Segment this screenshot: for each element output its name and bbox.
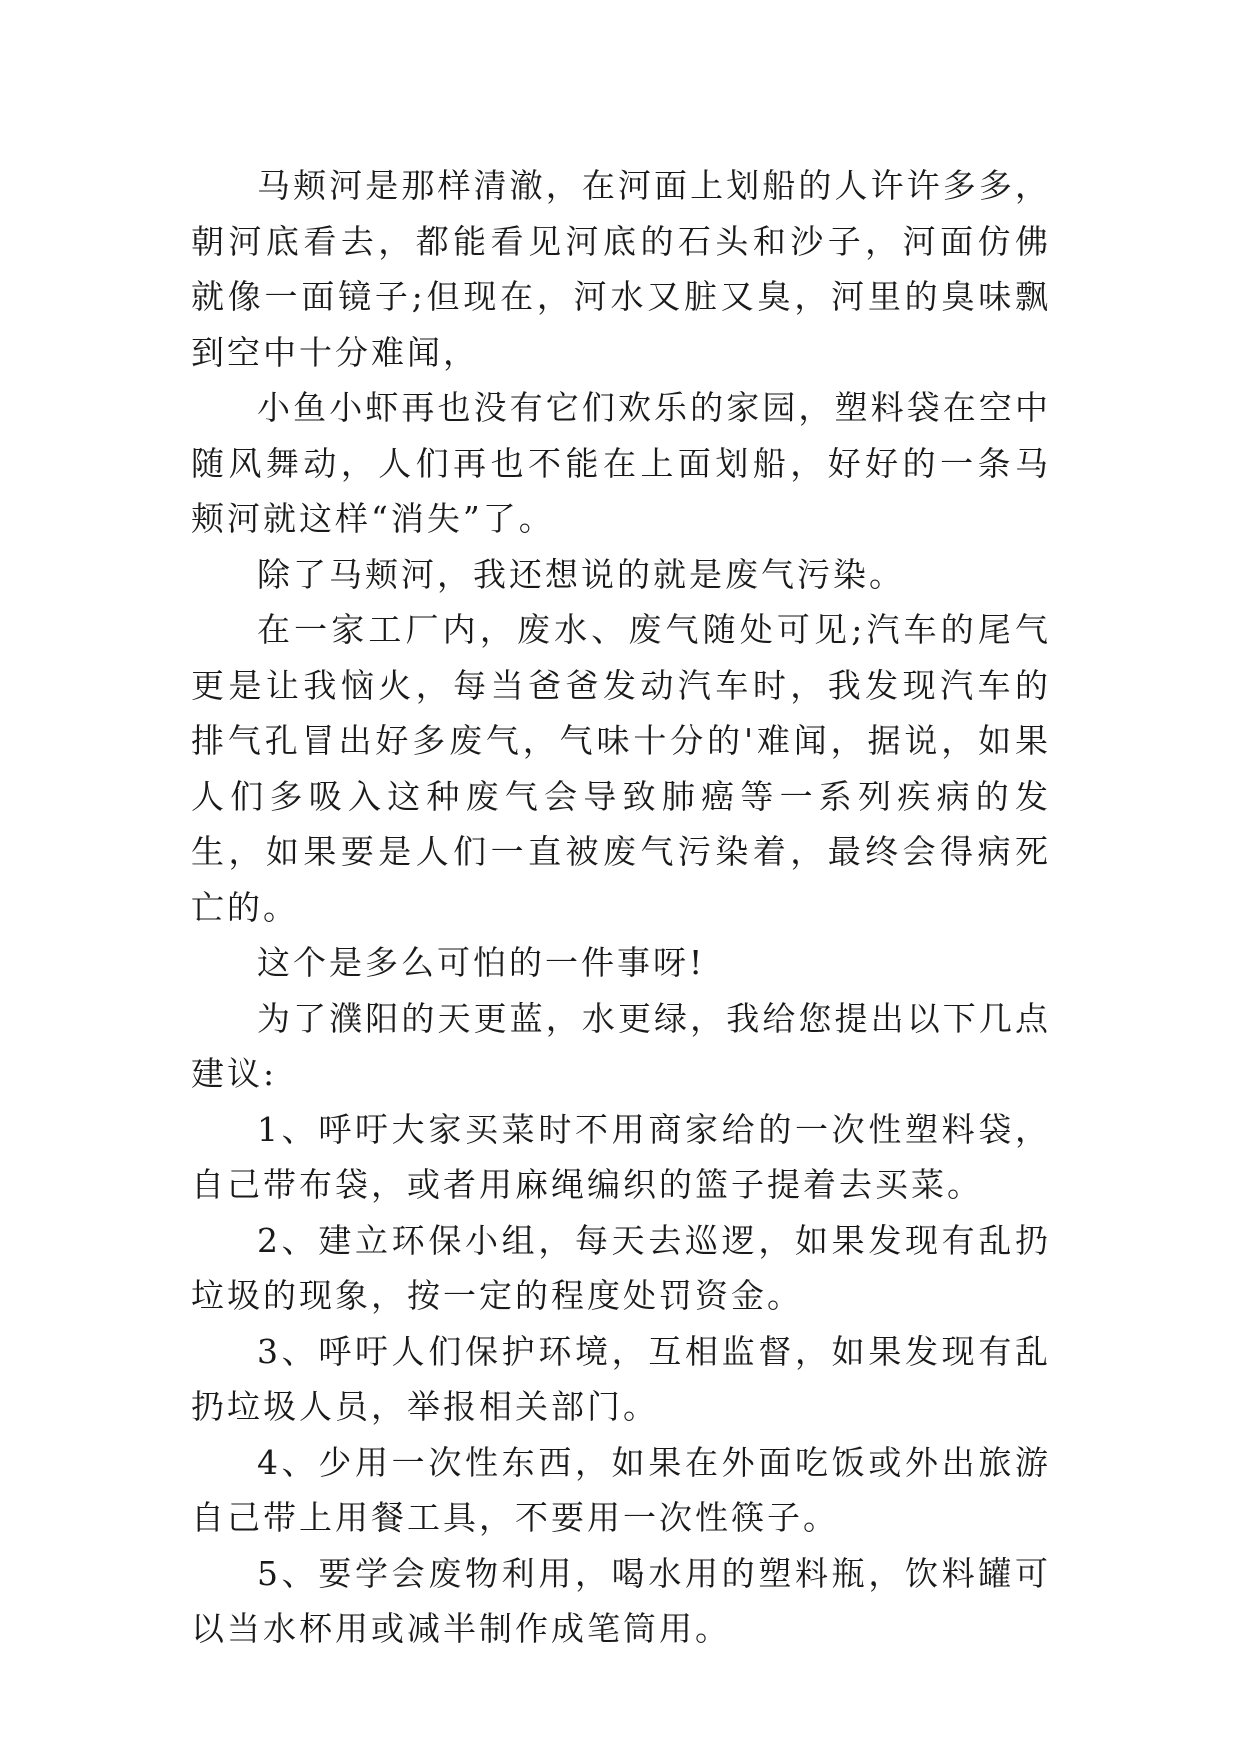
document-body bbox=[191, 158, 1051, 1657]
suggestion-item-4: 4、少用一次性东西，如果在外面吃饭或外出旅游自己带上用餐工具，不要用一次性筷子。 bbox=[191, 1442, 1051, 1537]
paragraph-river-now: 小鱼小虾再也没有它们欢乐的家园，塑料袋在空中随风舞动，人们再也不能在上面划船，好好的一条马颊河就这样“消失”了。 bbox=[191, 388, 1051, 538]
paragraph-suggestions-intro: 为了濮阳的天更蓝，水更绿，我给您提出以下几点建议: bbox=[191, 998, 1051, 1093]
paragraph-exclamation: 这个是多么可怕的一件事呀! bbox=[257, 943, 706, 982]
suggestion-item-1: 1、呼吁大家买菜时不用商家给的一次性塑料袋，自己带布袋，或者用麻绳编织的篮子提着去买菜。 bbox=[191, 1109, 1051, 1204]
suggestion-item-2: 2、建立环保小组，每天去巡逻，如果发现有乱扔垃圾的现象，按一定的程度处罚资金。 bbox=[191, 1220, 1051, 1315]
suggestion-item-3: 3、呼吁人们保护环境，互相监督，如果发现有乱扔垃圾人员，举报相关部门。 bbox=[191, 1331, 1051, 1426]
paragraph-exhaust-intro: 除了马颊河，我还想说的就是废气污染。 bbox=[257, 554, 905, 594]
suggestion-item-5: 5、要学会废物利用，喝水用的塑料瓶，饮料罐可以当水杯用或减半制作成笔筒用。 bbox=[191, 1553, 1051, 1648]
paragraph-exhaust-detail: 在一家工厂内，废水、废气随处可见;汽车的尾气更是让我恼火，每当爸爸发动汽车时，我发现汽车的排气孔冒出好多废气，气味十分的'难闻，据说，如果人们多吸入这种废气会导致肺癌等一系列疾病的发生，如果要是人们一直被废气污染着，最终会得病死亡的。 bbox=[191, 610, 1051, 927]
paragraph-river-past: 马颊河是那样清澈，在河面上划船的人许许多多，朝河底看去，都能看见河底的石头和沙子，河面仿佛就像一面镜子;但现在，河水又脏又臭，河里的臭味飘到空中十分难闻， bbox=[191, 166, 1051, 372]
